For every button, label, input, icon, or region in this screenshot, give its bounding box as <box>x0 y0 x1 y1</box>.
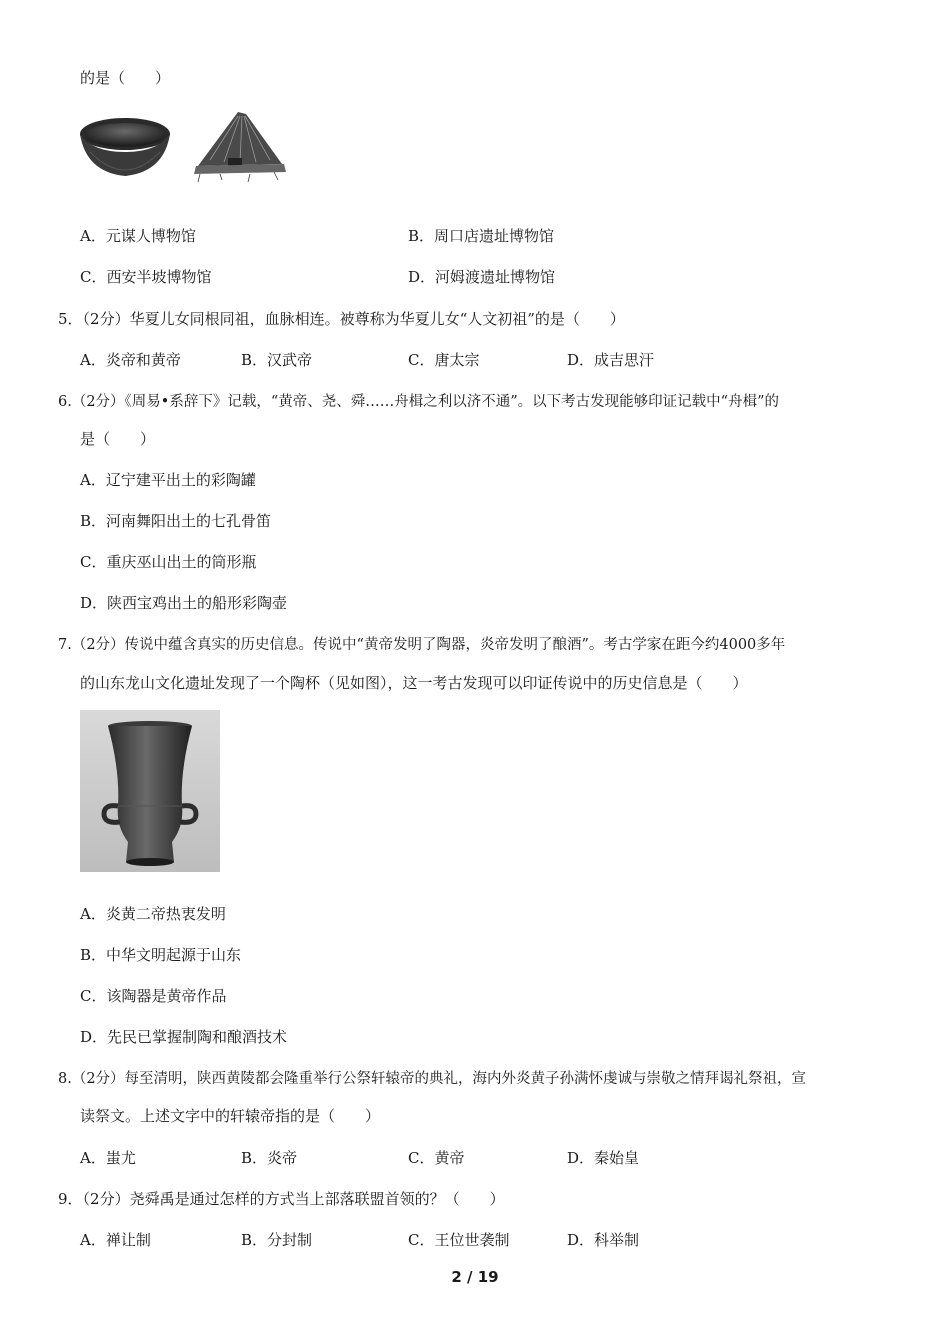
q7-option-a[interactable]: A．炎黄二帝热衷发明 <box>80 905 226 923</box>
page-number: 2 / 19 <box>451 1268 499 1286</box>
q9-option-c[interactable]: C．王位世袭制 <box>408 1231 510 1249</box>
q5-option-a[interactable]: A．炎帝和黄帝 <box>80 351 181 369</box>
q5-stem: 5．（2分）华夏儿女同根同祖，血脉相连。被尊称为华夏儿女“人文初祖”的是（ ） <box>58 310 625 328</box>
q7-option-c[interactable]: C．该陶器是黄帝作品 <box>80 987 227 1005</box>
q8-option-b[interactable]: B．炎帝 <box>241 1149 298 1167</box>
q8-stem-line2: 读祭文。上述文字中的轩辕帝指的是（ ） <box>80 1107 381 1125</box>
q7-stem-line2: 的山东龙山文化遗址发现了一个陶杯（见如图），这一考古发现可以印证传说中的历史信息是（ ） <box>80 674 748 692</box>
q4-option-d[interactable]: D．河姆渡遗址博物馆 <box>408 268 556 286</box>
q6-option-d[interactable]: D．陕西宝鸡出土的船形彩陶壶 <box>80 594 288 612</box>
q9-option-d[interactable]: D．科举制 <box>567 1231 640 1249</box>
q6-stem-line2: 是（ ） <box>80 430 156 448</box>
q9-stem: 9．（2分）尧舜禹是通过怎样的方式当上部落联盟首领的？（ ） <box>58 1190 505 1208</box>
q6-option-b[interactable]: B．河南舞阳出土的七孔骨笛 <box>80 512 272 530</box>
q8-option-d[interactable]: D．秦始皇 <box>567 1149 640 1167</box>
q4-option-b[interactable]: B．周口店遗址博物馆 <box>408 227 555 245</box>
q8-option-c[interactable]: C．黄帝 <box>408 1149 465 1167</box>
q7-stem-line1: 7.（2分）传说中蕴含真实的历史信息。传说中“黄帝发明了陶器，炎帝发明了酿酒”。考古学家在距今约4000多年 <box>58 637 786 653</box>
q5-option-b[interactable]: B．汉武帝 <box>241 351 313 369</box>
pottery-cup-image <box>80 710 220 872</box>
q4-stem-tail: 的是（ ） <box>80 69 171 87</box>
thatched-hut-image <box>190 108 290 184</box>
q6-option-c[interactable]: C．重庆巫山出土的筒形瓶 <box>80 553 257 571</box>
q5-option-c[interactable]: C．唐太宗 <box>408 351 480 369</box>
q7-option-b[interactable]: B．中华文明起源于山东 <box>80 946 242 964</box>
q5-option-d[interactable]: D．成吉思汗 <box>567 351 655 369</box>
q4-option-c[interactable]: C．西安半坡博物馆 <box>80 268 212 286</box>
q8-stem-line1: 8.（2分）每至清明，陕西黄陵都会隆重举行公祭轩辕帝的典礼，海内外炎黄子孙满怀虔诚与崇敬之情拜谒礼祭祖，宣 <box>58 1071 807 1087</box>
pottery-bowl-image <box>78 112 172 182</box>
q7-option-d[interactable]: D．先民已掌握制陶和酿酒技术 <box>80 1028 288 1046</box>
q8-option-a[interactable]: A．蚩尤 <box>80 1149 136 1167</box>
q9-option-a[interactable]: A．禅让制 <box>80 1231 151 1249</box>
q6-stem-line1: 6.（2分）《周易•系辞下》记载，“黄帝、尧、舜……舟楫之利以济不通”。以下考古发现能够印证记载中“舟楫”的 <box>58 394 780 410</box>
q4-option-a[interactable]: A．元谋人博物馆 <box>80 227 196 245</box>
q9-option-b[interactable]: B．分封制 <box>241 1231 313 1249</box>
q6-option-a[interactable]: A．辽宁建平出土的彩陶罐 <box>80 471 256 489</box>
